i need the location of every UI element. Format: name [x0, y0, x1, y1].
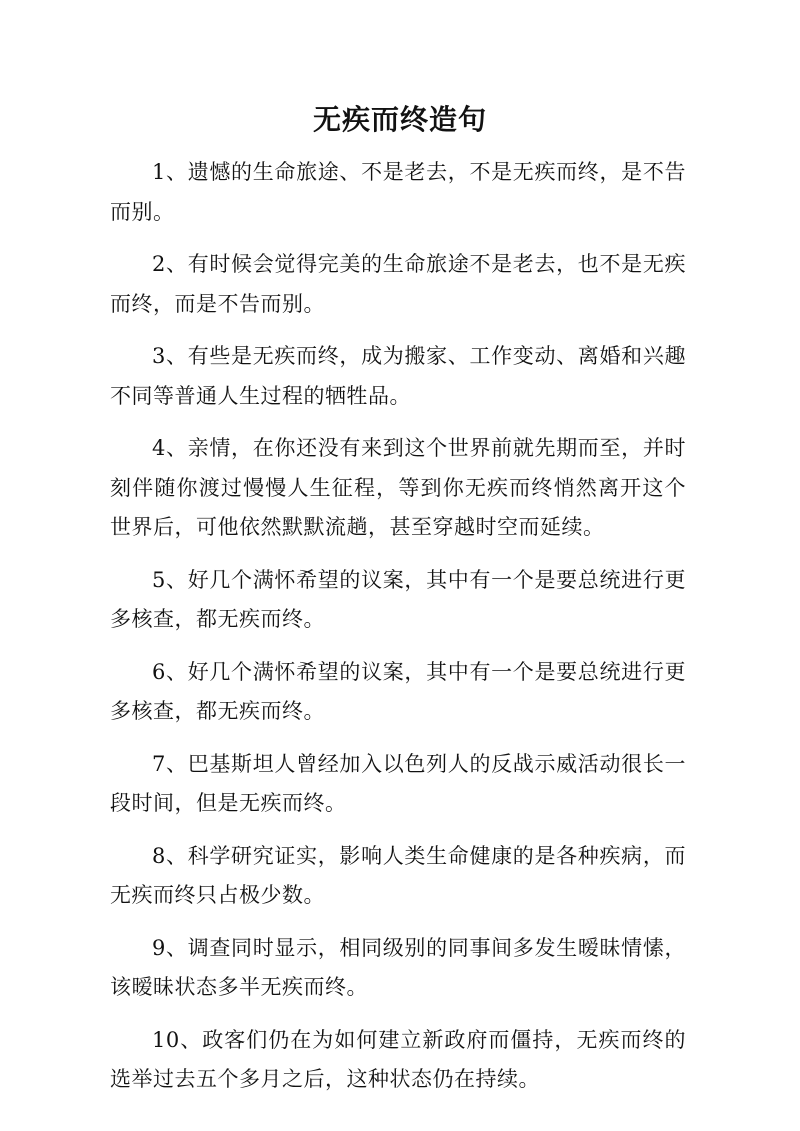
sentence-paragraph-6: 6、好几个满怀希望的议案，其中有一个是要总统进行更多核查，都无疾而终。	[110, 659, 686, 723]
sentence-paragraph-10: 10、政客们仍在为如何建立新政府而僵持，无疾而终的选举过去五个多月之后，这种状态仍在持续。	[110, 1027, 686, 1091]
sentence-paragraph-4: 4、亲情，在你还没有来到这个世界前就先期而至，并时刻伴随你渡过慢慢人生征程，等到你无疾而终悄然离开这个世界后，可他依然默默流趟，甚至穿越时空而延续。	[110, 436, 686, 539]
document-body	[110, 153, 686, 1113]
sentence-paragraph-5: 5、好几个满怀希望的议案，其中有一个是要总统进行更多核查，都无疾而终。	[110, 567, 686, 631]
page-title: 无疾而终造句	[312, 103, 487, 136]
sentence-paragraph-8: 8、科学研究证实，影响人类生命健康的是各种疾病，而无疾而终只占极少数。	[110, 843, 686, 907]
sentence-paragraph-2: 2、有时候会觉得完美的生命旅途不是老去，也不是无疾而终，而是不告而别。	[110, 252, 686, 316]
sentence-paragraph-1: 1、遗憾的生命旅途、不是老去，不是无疾而终，是不告而别。	[110, 160, 686, 224]
sentence-paragraph-3: 3、有些是无疾而终，成为搬家、工作变动、离婚和兴趣不同等普通人生过程的牺牲品。	[110, 344, 686, 408]
sentence-paragraph-7: 7、巴基斯坦人曾经加入以色列人的反战示威活动很长一段时间，但是无疾而终。	[110, 751, 686, 815]
sentence-paragraph-9: 9、调查同时显示，相同级别的同事间多发生暧昧情愫，该暧昧状态多半无疾而终。	[110, 935, 686, 999]
